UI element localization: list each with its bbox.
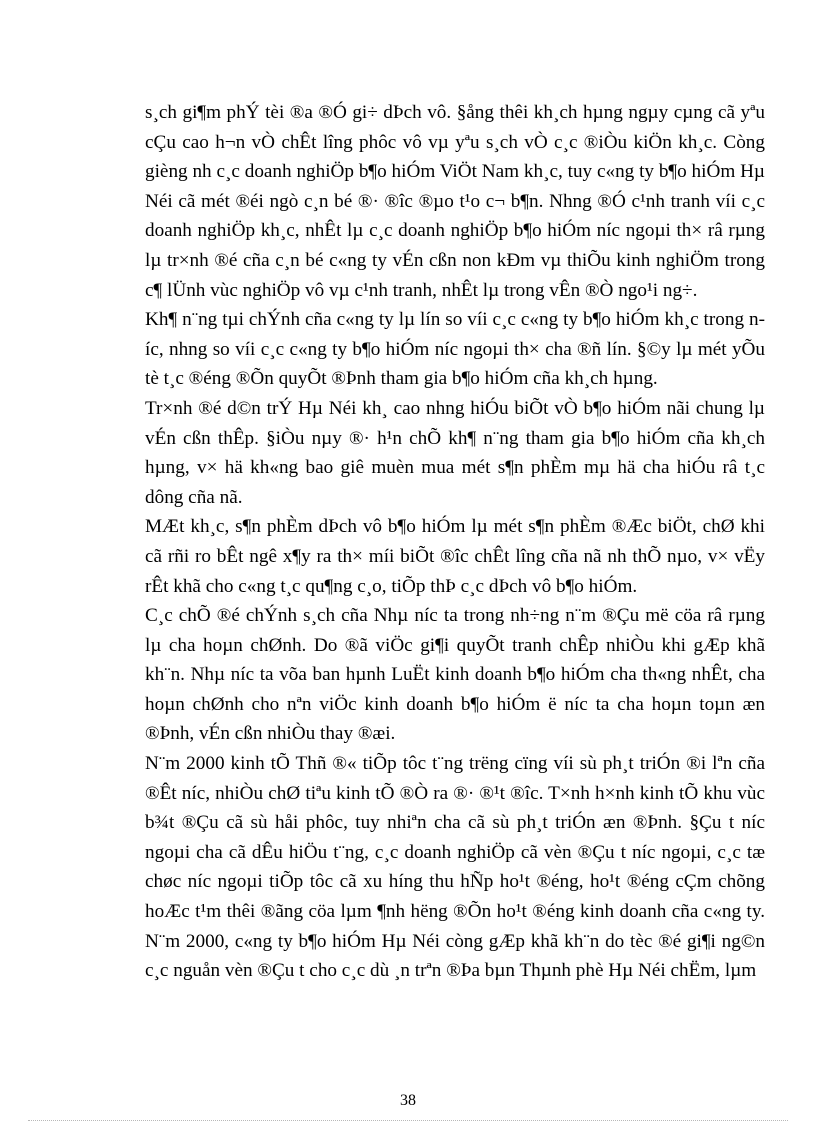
footer-divider [28,1120,788,1121]
paragraph: N¨m 2000 kinh tÕ Thñ ®« tiÕp tôc t¨ng trëng cïng víi sù ph¸t triÓn ®i lªn cña ®Êt níc, nhiÒu chØ tiªu kinh tÕ ®Ò ra ®· ®¹t ®îc. T×nh h×nh kinh tÕ khu vùc b¾t ®Çu cã sù håi phôc, tuy nhiªn cha cã sù ph¸t triÓn æn ®Þnh. §Çu t níc ngoµi cha cã dÊu hiÖu t¨ng, c¸c doanh nghiÖp cã vèn ®Çu t níc ngoµi, c¸c tæ chøc níc ngoµi tiÕp tôc cã xu híng thu hÑp ho¹t ®éng, ho¹t ®éng cÇm chõng hoÆc t¹m thêi ®ãng cöa lµm ¶nh hëng ®Õn ho¹t ®éng kinh doanh cña c«ng ty. N¨m 2000, c«ng ty b¶o hiÓm Hµ Néi còng gÆp khã kh¨n do tèc ®é gi¶i ng©n c¸c nguån vèn ®Çu t cho c¸c dù ¸n trªn ®Þa bµn Thµnh phè Hµ Néi chËm, lµm [145,753,765,982]
body-text [145,98,765,986]
paragraph: MÆt kh¸c, s¶n phÈm dÞch vô b¶o hiÓm lµ mét s¶n phÈm ®Æc biÖt, chØ khi cã rñi ro bÊt ngê x¶y ra th× míi biÕt ®îc chÊt lîng cña nã nh thÕ nµo, v× vËy rÊt khã cho c«ng t¸c qu¶ng c¸o, tiÕp thÞ c¸c dÞch vô b¶o hiÓm. [145,516,765,597]
paragraph: C¸c chÕ ®é chÝnh s¸ch cña Nhµ níc ta trong nh÷ng n¨m ®Çu më cöa râ rµng lµ cha hoµn chØnh. Do ®ã viÖc gi¶i quyÕt tranh chÊp nhiÒu khi gÆp khã kh¨n. Nhµ níc ta võa ban hµnh LuËt kinh doanh b¶o hiÓm cha th«ng nhÊt, cha hoµn chØnh cho nªn viÖc kinh doanh b¶o hiÓm ë níc ta cha hoµn toµn æn ®Þnh, vÉn cßn nhiÒu thay ®æi. [145,605,765,745]
paragraph: Kh¶ n¨ng tµi chÝnh cña c«ng ty lµ lín so víi c¸c c«ng ty b¶o hiÓm kh¸c trong níc, nhng so víi c¸c c«ng ty b¶o hiÓm níc ngoµi th× cha ®ñ lín. §©y lµ mét yÕu tè t¸c ®éng ®Õn quyÕt ®Þnh tham gia b¶o hiÓm cña kh¸ch hµng. [145,309,765,390]
page-number: 38 [400,1092,416,1109]
paragraph: s¸ch gi¶m phÝ tèi ®a ®Ó gi÷ dÞch vô. §ång thêi kh¸ch hµng ngµy cµng cã yªu cÇu cao h¬n vÒ chÊt lîng phôc vô vµ yªu s¸ch vÒ c¸c ®iÒu kiÖn kh¸c. Còng gièng nh c¸c doanh nghiÖp b¶o hiÓm ViÖt Nam kh¸c, tuy c«ng ty b¶o hiÓm Hµ Néi cã mét ®éi ngò c¸n bé ®· ®îc ®µo t¹o c¬ b¶n. Nhng ®Ó c¹nh tranh víi c¸c doanh nghiÖp kh¸c, nhÊt lµ c¸c doanh nghiÖp b¶o hiÓm níc ngoµi th× râ rµng lµ tr×nh ®é cña c¸n bé c«ng ty vÉn cßn non kÐm vµ thiÕu kinh nghiÖm trong c¶ lÜnh vùc nghiÖp vô vµ c¹nh tranh, nhÊt lµ trong vÊn ®Ò ngo¹i ng÷. [145,102,765,301]
paragraph: Tr×nh ®é d©n trÝ Hµ Néi kh¸ cao nhng hiÓu biÕt vÒ b¶o hiÓm nãi chung lµ vÉn cßn thÊp. §iÒu nµy ®· h¹n chÕ kh¶ n¨ng tham gia b¶o hiÓm cña kh¸ch hµng, v× hä kh«ng bao giê muèn mua mét s¶n phÈm mµ hä cha hiÓu râ t¸c dông cña nã. [145,397,765,508]
